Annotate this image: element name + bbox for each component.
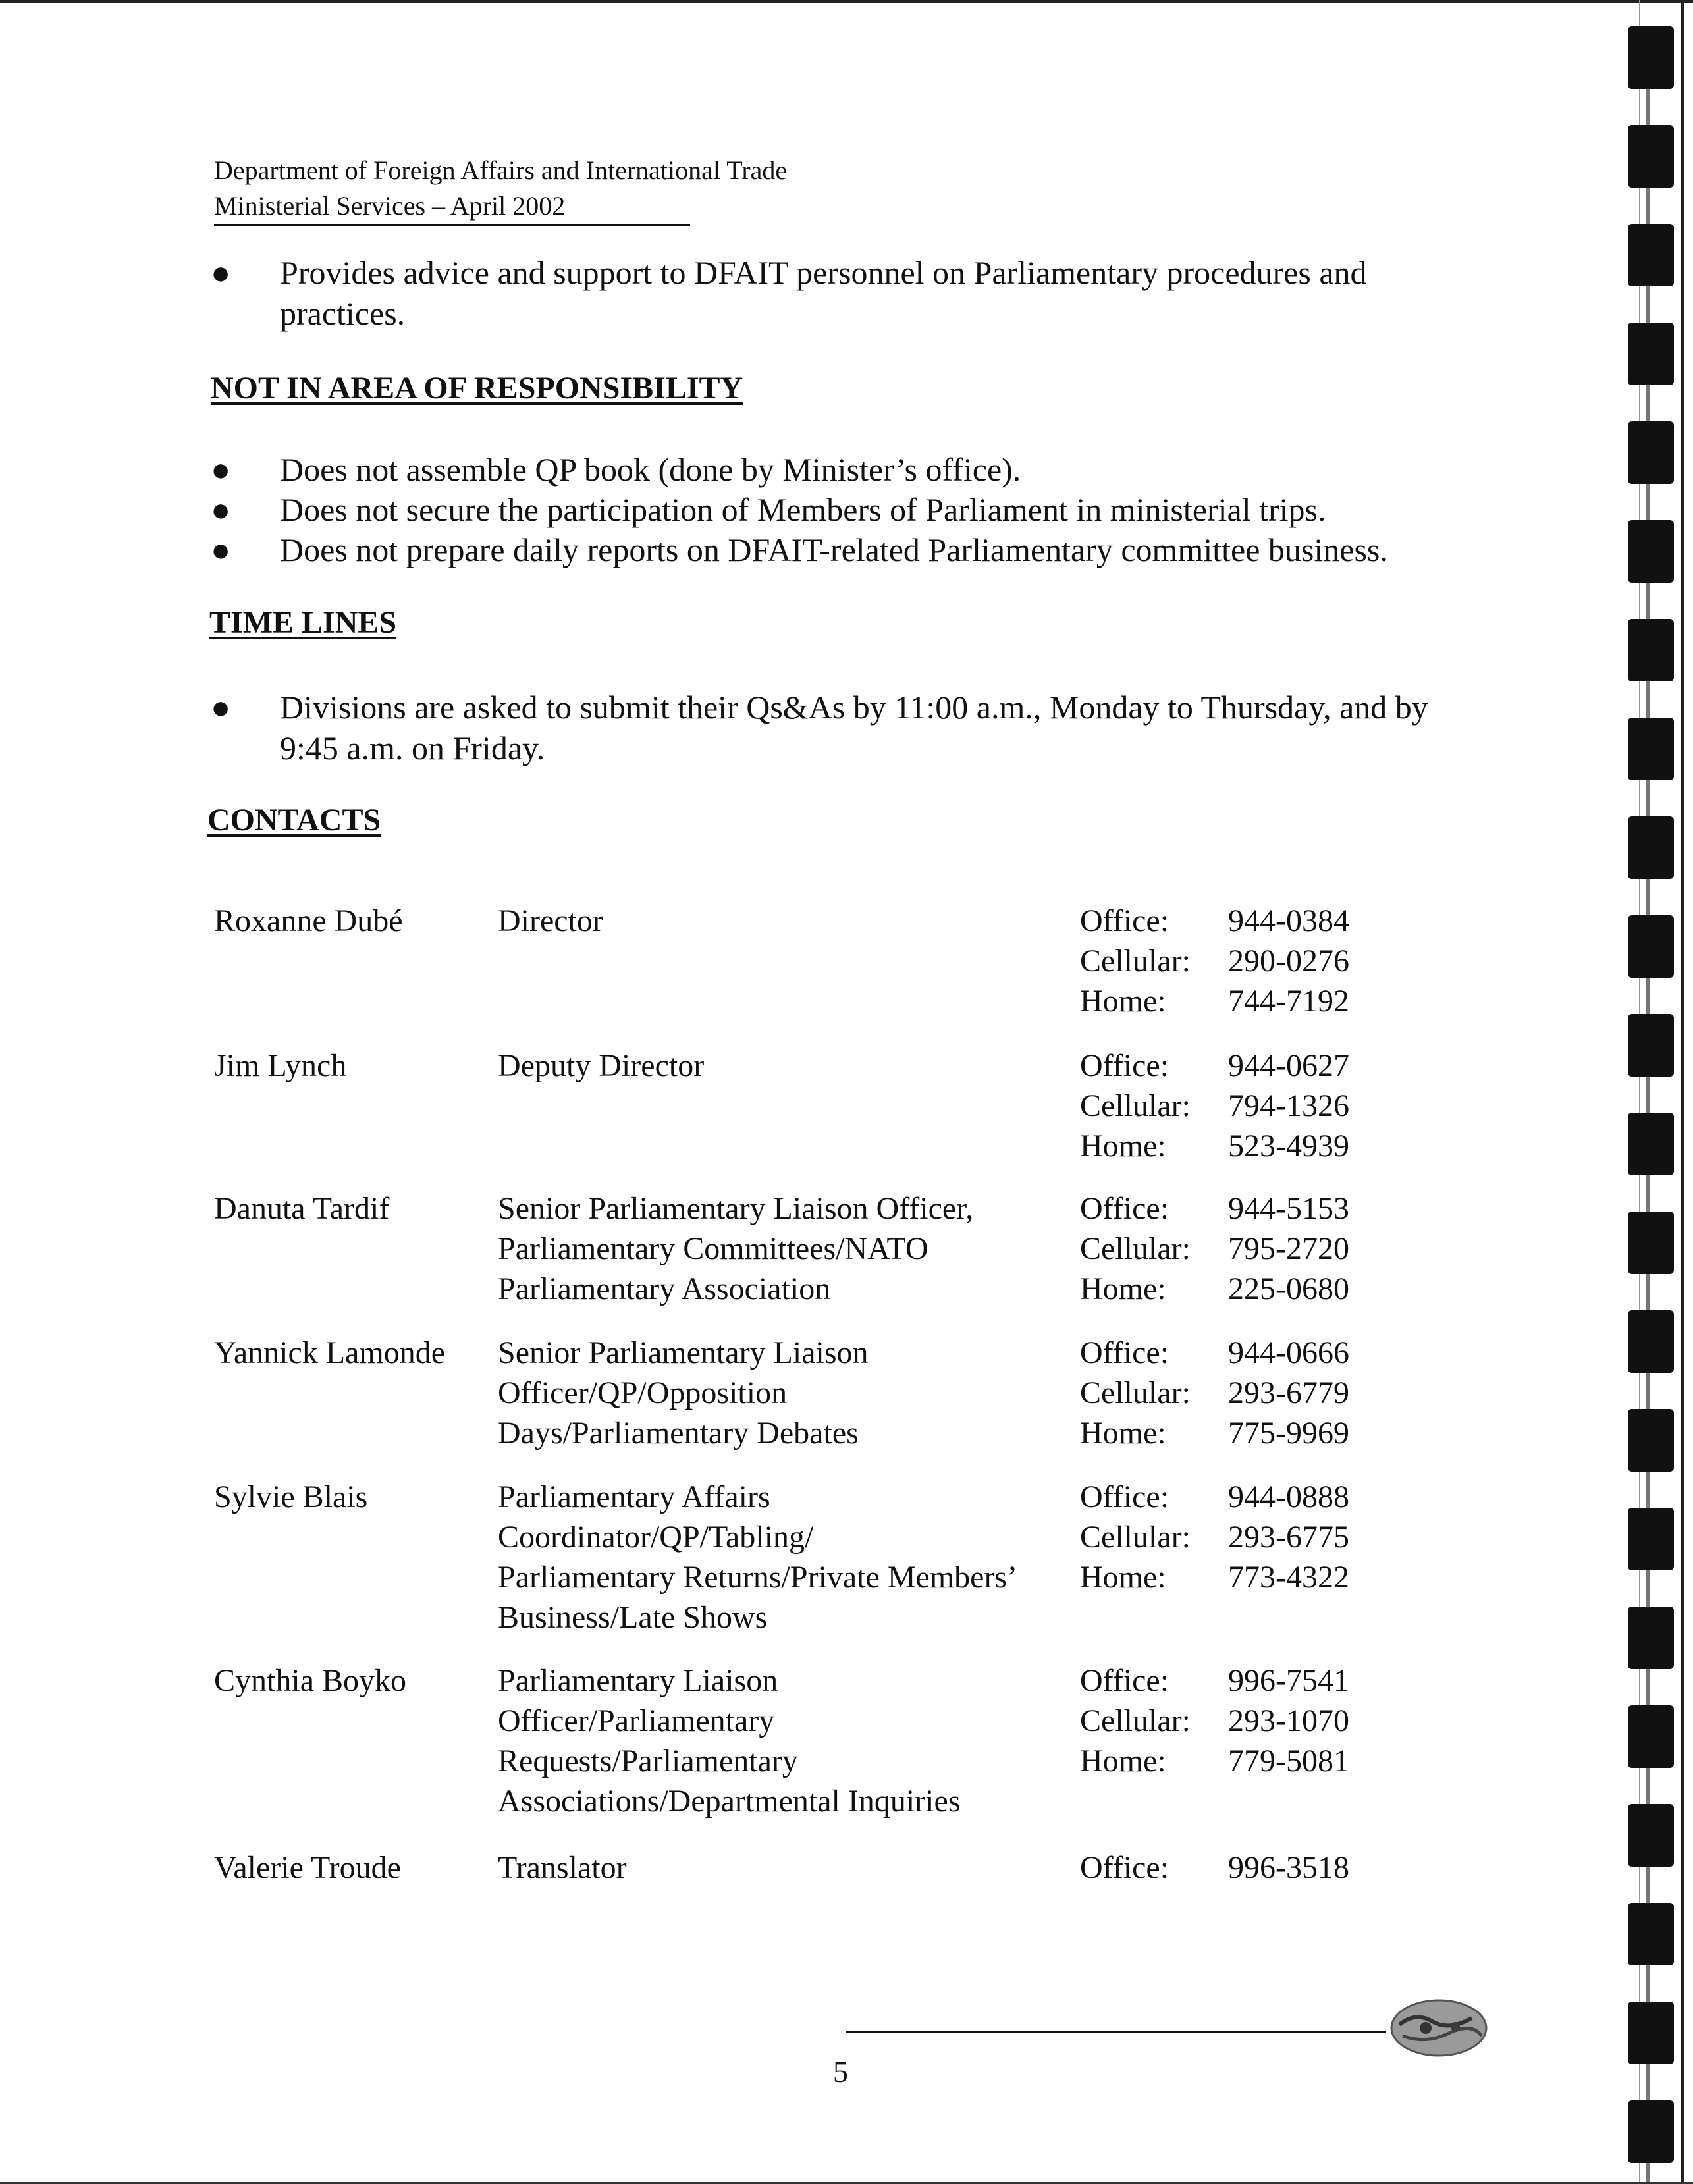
binding-loop xyxy=(1628,915,1674,978)
binding-wire xyxy=(1646,1472,1650,1508)
binding-wire xyxy=(1646,1965,1650,2002)
binding-wire xyxy=(1646,385,1650,421)
binding-loop xyxy=(1628,224,1674,286)
binding-wire xyxy=(1646,2163,1650,2184)
binding-wire xyxy=(1646,1867,1650,1903)
bullet-icon: ● xyxy=(211,491,231,528)
binding-loop xyxy=(1628,1903,1674,1965)
time-lines-heading: TIME LINES xyxy=(209,605,397,640)
binding-loop xyxy=(1628,619,1674,681)
binding-loop xyxy=(1628,1212,1674,1274)
binding-loop xyxy=(1628,1113,1674,1175)
binding-wire xyxy=(1646,1570,1650,1607)
binding-loop xyxy=(1628,2100,1674,2163)
binding-loop xyxy=(1628,1804,1674,1867)
bullet-icon: ● xyxy=(211,451,231,488)
spiral-binding xyxy=(1620,0,1693,2184)
header-subtitle: Ministerial Services – April 2002 xyxy=(214,188,690,226)
binding-wire xyxy=(1646,681,1650,718)
intro-bullet-text: Provides advice and support to DFAIT personnel on Parliamentary procedures and practices. xyxy=(280,254,1367,332)
contact-name: Sylvie Blais xyxy=(214,1479,368,1514)
contact-title: Parliamentary Affairs Coordinator/QP/Tabling/ Parliamentary Returns/Private Members’ Business/Late Shows xyxy=(498,1479,1018,1635)
top-edge-rule xyxy=(0,0,1693,3)
footer-rule xyxy=(846,2031,1386,2033)
binding-loop xyxy=(1628,125,1674,188)
contacts-heading: CONTACTS xyxy=(207,803,381,838)
binding-loop xyxy=(1628,1014,1674,1077)
binding-wire xyxy=(1646,780,1650,816)
binding-wire xyxy=(1646,1077,1650,1113)
binding-wire xyxy=(1646,879,1650,915)
binding-loop xyxy=(1628,1409,1674,1472)
binding-wire xyxy=(1646,1373,1650,1409)
contact-name: Yannick Lamonde xyxy=(214,1335,446,1370)
contact-title: Translator xyxy=(498,1850,627,1885)
binding-loop xyxy=(1628,421,1674,484)
bullet-icon: ● xyxy=(211,689,231,726)
contact-title: Director xyxy=(498,903,603,938)
contact-title: Deputy Director xyxy=(498,1048,705,1083)
bullet-icon: ● xyxy=(211,531,231,568)
binding-loop xyxy=(1628,26,1674,89)
binding-wire xyxy=(1646,89,1650,125)
page-number: 5 xyxy=(833,2055,848,2089)
contact-name: Valerie Troude xyxy=(214,1850,401,1885)
binding-wire xyxy=(1646,286,1650,323)
binding-wire xyxy=(1646,2064,1650,2100)
binding-loop xyxy=(1628,1705,1674,1768)
contact-title: Senior Parliamentary Liaison Officer/QP/Opposition Days/Parliamentary Debates xyxy=(498,1335,869,1451)
binding-loop xyxy=(1628,323,1674,385)
bullet-icon: ● xyxy=(211,254,231,291)
binding-wire xyxy=(1646,1768,1650,1804)
contact-name: Jim Lynch xyxy=(214,1048,347,1083)
contact-name: Cynthia Boyko xyxy=(214,1663,407,1698)
binding-loop xyxy=(1628,2002,1674,2064)
binding-loop xyxy=(1628,718,1674,780)
binding-loop xyxy=(1628,1310,1674,1373)
time-lines-text: Divisions are asked to submit their Qs&As by 11:00 a.m., Monday to Thursday, and by 9:45 a.m. on Friday. xyxy=(280,689,1428,766)
binding-wire xyxy=(1646,1669,1650,1705)
department-name: Department of Foreign Affairs and International Trade xyxy=(214,155,788,185)
contact-name: Roxanne Dubé xyxy=(214,903,403,938)
binding-loop xyxy=(1628,520,1674,583)
binding-wire xyxy=(1646,583,1650,619)
binding-loop xyxy=(1628,816,1674,879)
binding-wire xyxy=(1646,1274,1650,1310)
contact-title: Parliamentary Liaison Officer/Parliamentary Requests/Parliamentary Associations/Departmental Inquiries xyxy=(498,1663,961,1819)
document-header xyxy=(214,153,787,226)
binding-wire xyxy=(1646,188,1650,224)
binding-loop xyxy=(1628,1508,1674,1570)
binding-loop xyxy=(1628,1607,1674,1669)
binding-wire xyxy=(1646,1175,1650,1212)
globe-stamp-icon xyxy=(1386,1995,1491,2061)
contact-name: Danuta Tardif xyxy=(214,1191,390,1226)
binding-wire xyxy=(1646,978,1650,1014)
contact-title: Senior Parliamentary Liaison Officer, Parliamentary Committees/NATO Parliamentary Association xyxy=(498,1191,974,1306)
binding-wire xyxy=(1646,484,1650,520)
not-in-area-heading: NOT IN AREA OF RESPONSIBILITY xyxy=(211,371,743,406)
